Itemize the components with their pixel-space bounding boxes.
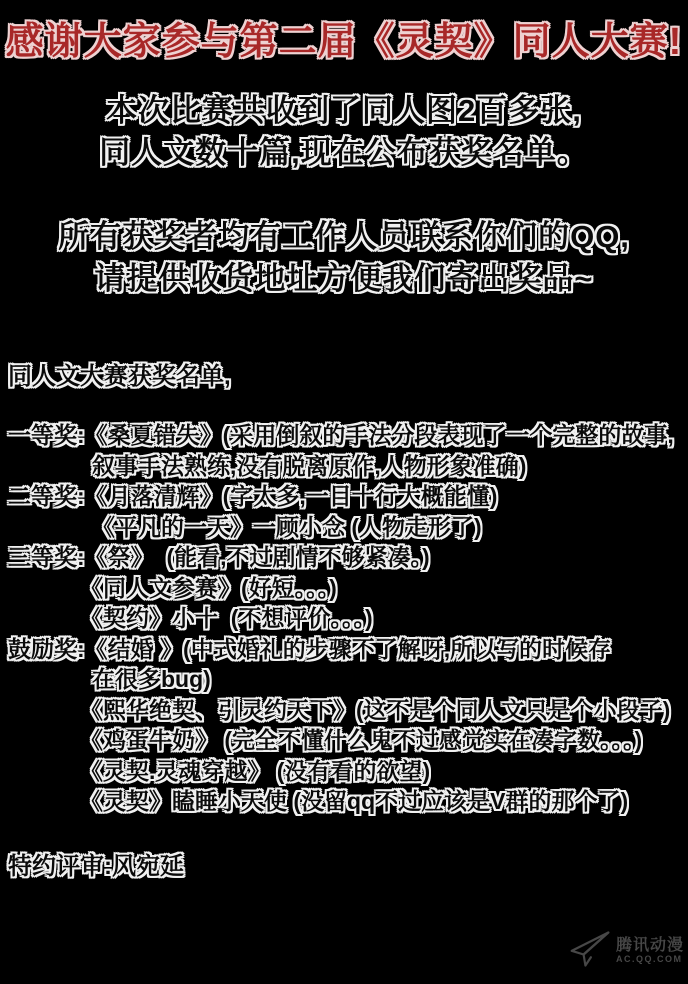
award-line-entry: 《平凡的一天》一顾小念 (人物走形了) [92,513,482,540]
jury-credit: 特约评审:风宛延 [8,853,184,880]
award-line-continuation: 在很多bug) [92,666,211,692]
list-header: 同人文大赛获奖名单, [8,363,231,390]
award-line-first-prize: 一等奖:《桑夏错失》(采用倒叙的手法分段表现了一个完整的故事, [8,422,674,448]
award-line-entry: 《契约》小十 (不想评价。。。) [80,605,373,631]
watermark-brand: 腾讯动漫 [615,937,684,955]
award-line-encourage: 鼓励奖:《结婚 》(中式婚礼的步骤不了解呀,所以写的时候存 [8,635,612,662]
award-line-entry: 《熙华绝契、引灵约天下》(这不是个同人文只是个小段子) [80,696,671,723]
watermark-domain: AC.QQ.COM [615,954,683,965]
award-line-entry: 《鸡蛋牛奶》 (完全不懂什么鬼不过感觉实在凑字数。。。) [80,727,643,753]
notice-line: 请提供收货地址方便我们寄出奖品~ [94,261,594,296]
intro-line: 同人文数十篇,现在公布获奖名单。 [99,135,589,170]
watermark-text [616,938,684,964]
award-line-entry: 《灵契.灵魂穿越》 (没有看的欲望) [80,757,431,784]
paper-plane-icon [568,927,612,976]
award-line-entry: 《同人文参赛》(好短。。。) [80,574,337,601]
award-line-continuation: 叙事手法熟练,没有脱离原作,人物形象准确) [92,452,527,479]
award-list [8,420,688,817]
award-line-third-prize: 三等奖:《祭》 (能看,不过剧情不够紧凑。) [8,544,430,570]
award-line-second-prize: 二等奖:《月落清辉》(字太多,一目十行大概能懂) [8,483,498,509]
watermark [568,927,684,976]
notice-line: 所有获奖者均有工作人员联系你们的QQ, [58,219,630,254]
intro-paragraph [0,90,688,174]
award-line-entry: 《灵契》瞌睡小天使 (没留qq不过应该是V群的那个了) [80,788,629,814]
intro-line: 本次比赛共收到了同人图2百多张, [106,93,582,128]
page-title: 感谢大家参与第二届《灵契》同人大赛! [5,21,683,63]
notice-paragraph [0,216,688,300]
